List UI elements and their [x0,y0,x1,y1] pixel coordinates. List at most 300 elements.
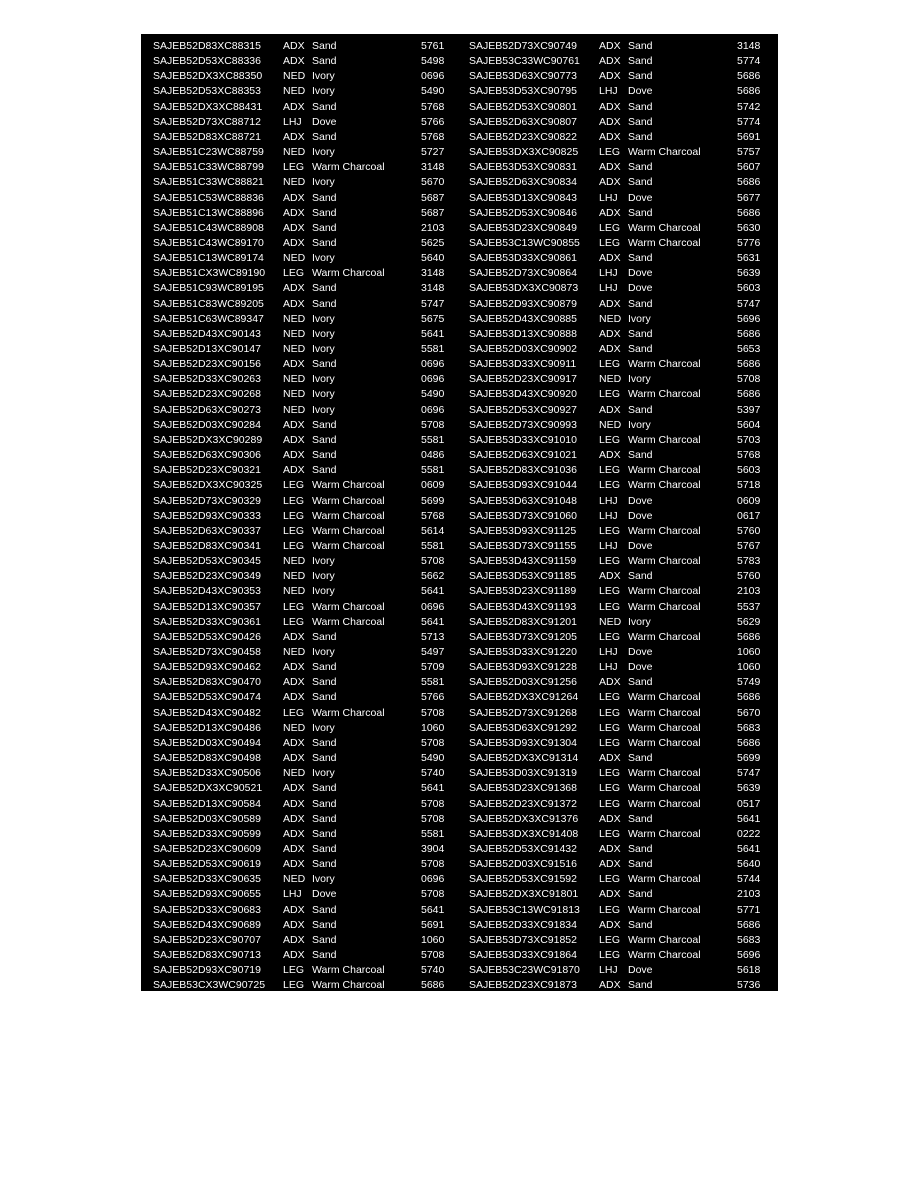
right-vin: SAJEB53D63XC90773 [469,70,577,83]
right-vin: SAJEB52D73XC90749 [469,40,577,52]
right-trim-color: Sand [628,327,653,340]
left-trim-code: NED [283,312,306,325]
left-code-number: 5625 [421,236,445,249]
right-code-number: 5537 [737,600,761,613]
left-trim-color: Ivory [312,721,335,734]
right-trim-color: Sand [628,130,653,143]
right-vin: SAJEB52D03XC91256 [469,676,577,689]
left-code-number: 5581 [421,433,445,446]
left-vin: SAJEB52D33XC90506 [153,767,261,780]
right-vin: SAJEB53D13XC90843 [469,191,577,204]
right-vin: SAJEB53D73XC91155 [469,539,577,552]
right-vin: SAJEB53D53XC91185 [469,570,577,583]
right-trim-color: Warm Charcoal [628,736,701,749]
left-trim-color: Sand [312,464,337,477]
right-trim-code: LEG [599,873,621,886]
left-vin: SAJEB52D53XC90345 [153,555,261,568]
left-code-number: 5641 [421,782,445,795]
left-trim-code: NED [283,70,306,83]
left-code-number: 3148 [421,161,445,174]
right-code-number: 5744 [737,873,761,886]
left-vin: SAJEB51C43WC89170 [153,236,264,249]
table-row [141,600,778,615]
left-trim-code: LEG [283,600,305,613]
left-trim-code: LEG [283,509,305,522]
right-trim-color: Warm Charcoal [628,827,701,840]
left-trim-color: Ivory [312,85,335,98]
left-trim-color: Sand [312,236,337,249]
right-vin: SAJEB53D63XC91292 [469,721,577,734]
right-code-number: 5641 [737,812,761,825]
left-vin: SAJEB51C13WC88896 [153,206,264,219]
left-trim-color: Ivory [312,252,335,265]
left-vin: SAJEB52D33XC90263 [153,373,261,386]
left-trim-code: ADX [283,752,305,765]
right-code-number: 5653 [737,343,761,355]
right-vin: SAJEB53C13WC91813 [469,903,580,916]
right-trim-color: Warm Charcoal [628,524,701,537]
left-trim-code: ADX [283,949,305,961]
table-row [141,206,778,221]
left-trim-color: Warm Charcoal [312,509,385,522]
table-row [141,297,778,312]
right-trim-code: LEG [599,736,621,749]
right-vin: SAJEB52D83XC91201 [469,615,577,628]
right-trim-color: Sand [628,176,653,189]
right-trim-code: NED [599,373,622,386]
left-trim-code: ADX [283,100,305,113]
right-trim-color: Sand [628,343,653,355]
left-code-number: 5581 [421,676,445,689]
right-code-number: 5686 [737,85,761,98]
right-trim-color: Warm Charcoal [628,236,701,249]
left-code-number: 5708 [421,706,445,719]
left-trim-code: ADX [283,297,305,310]
left-trim-color: Ivory [312,343,335,355]
right-vin: SAJEB52DX3XC91376 [469,812,579,825]
right-code-number: 5686 [737,327,761,340]
right-trim-code: ADX [599,70,621,83]
left-vin: SAJEB52D83XC88721 [153,130,261,143]
right-vin: SAJEB53D73XC91852 [469,933,577,946]
right-trim-color: Dove [628,85,653,98]
left-trim-code: NED [283,176,306,189]
right-code-number: 0617 [737,509,761,522]
table-row [141,494,778,509]
right-trim-code: LEG [599,797,621,810]
table-row [141,115,778,130]
right-trim-color: Warm Charcoal [628,691,701,704]
right-code-number: 5774 [737,55,761,68]
right-trim-color: Warm Charcoal [628,903,701,916]
left-trim-code: ADX [283,130,305,143]
right-vin: SAJEB53D43XC91159 [469,555,577,568]
right-vin: SAJEB52D23XC90917 [469,373,577,386]
right-vin: SAJEB52D53XC90801 [469,100,577,113]
left-code-number: 5708 [421,949,445,961]
left-code-number: 0696 [421,600,445,613]
right-trim-color: Ivory [628,312,651,325]
left-trim-color: Sand [312,191,337,204]
right-trim-color: Dove [628,282,653,295]
left-trim-color: Sand [312,130,337,143]
left-vin: SAJEB52D23XC90609 [153,842,261,855]
right-code-number: 5776 [737,236,761,249]
right-code-number: 5686 [737,691,761,704]
left-code-number: 3148 [421,267,445,280]
left-trim-code: LEG [283,161,305,174]
left-trim-code: ADX [283,282,305,295]
right-vin: SAJEB52D23XC91372 [469,797,577,810]
right-vin: SAJEB53D73XC91060 [469,509,577,522]
left-trim-color: Ivory [312,585,335,598]
left-trim-color: Warm Charcoal [312,267,385,280]
left-vin: SAJEB51C23WC88759 [153,146,264,159]
left-trim-code: ADX [283,40,305,52]
left-code-number: 5747 [421,297,445,310]
right-trim-color: Ivory [628,615,651,628]
table-row [141,766,778,781]
right-vin: SAJEB52DX3XC91264 [469,691,579,704]
table-row [141,948,778,963]
right-trim-color: Sand [628,55,653,68]
left-trim-color: Ivory [312,646,335,658]
right-trim-color: Warm Charcoal [628,873,701,886]
right-vin: SAJEB53DX3XC91408 [469,827,579,840]
right-vin: SAJEB53D33XC91864 [469,949,577,961]
table-row [141,327,778,342]
left-trim-color: Warm Charcoal [312,600,385,613]
right-trim-color: Dove [628,267,653,280]
left-trim-code: ADX [283,191,305,204]
left-trim-code: ADX [283,903,305,916]
table-row [141,39,778,54]
left-vin: SAJEB52D53XC90619 [153,858,261,871]
left-vin: SAJEB52D23XC90707 [153,933,261,946]
table-row [141,569,778,584]
table-row [141,175,778,190]
right-trim-code: LHJ [599,267,618,280]
right-trim-code: LEG [599,691,621,704]
table-row [141,463,778,478]
right-code-number: 2103 [737,585,761,598]
left-code-number: 5687 [421,191,445,204]
left-trim-color: Sand [312,782,337,795]
right-vin: SAJEB53D43XC91193 [469,600,577,613]
left-trim-color: Dove [312,115,337,128]
left-vin: SAJEB51C33WC88821 [153,176,264,189]
left-trim-code: ADX [283,918,305,931]
right-trim-code: ADX [599,979,621,992]
right-trim-color: Sand [628,752,653,765]
left-vin: SAJEB52D83XC90470 [153,676,261,689]
left-trim-code: ADX [283,433,305,446]
left-trim-code: NED [283,327,306,340]
right-vin: SAJEB53DX3XC90873 [469,282,579,295]
right-trim-color: Sand [628,676,653,689]
right-code-number: 5618 [737,964,761,977]
right-code-number: 5397 [737,403,761,416]
right-code-number: 0222 [737,827,761,840]
left-code-number: 5709 [421,661,445,674]
table-row [141,433,778,448]
right-trim-color: Dove [628,509,653,522]
left-code-number: 0696 [421,358,445,371]
right-trim-code: LHJ [599,509,618,522]
right-trim-color: Sand [628,858,653,871]
right-code-number: 5696 [737,949,761,961]
right-vin: SAJEB52D23XC90822 [469,130,577,143]
left-trim-color: Sand [312,903,337,916]
right-code-number: 5670 [737,706,761,719]
right-trim-color: Sand [628,449,653,462]
table-row [141,978,778,993]
left-code-number: 5768 [421,100,445,113]
right-code-number: 3148 [737,40,761,52]
left-code-number: 5708 [421,736,445,749]
right-code-number: 5783 [737,555,761,568]
table-row [141,251,778,266]
left-trim-code: LEG [283,539,305,552]
left-vin: SAJEB52D63XC90273 [153,403,261,416]
left-code-number: 5490 [421,388,445,401]
right-trim-color: Sand [628,100,653,113]
right-trim-code: ADX [599,752,621,765]
right-trim-color: Warm Charcoal [628,933,701,946]
left-code-number: 5490 [421,85,445,98]
table-row [141,736,778,751]
right-trim-color: Sand [628,979,653,992]
right-trim-code: ADX [599,842,621,855]
left-trim-color: Sand [312,933,337,946]
left-trim-code: ADX [283,449,305,462]
left-trim-code: NED [283,146,306,159]
right-vin: SAJEB52D63XC90834 [469,176,577,189]
right-vin: SAJEB52D03XC90902 [469,343,577,355]
right-code-number: 5771 [737,903,761,916]
left-trim-code: ADX [283,418,305,431]
right-trim-code: ADX [599,206,621,219]
left-trim-color: Sand [312,449,337,462]
left-trim-color: Sand [312,752,337,765]
right-code-number: 5703 [737,433,761,446]
right-vin: SAJEB53C23WC91870 [469,964,580,977]
right-trim-code: LEG [599,827,621,840]
right-trim-color: Sand [628,40,653,52]
table-row [141,342,778,357]
right-trim-code: LEG [599,555,621,568]
right-vin: SAJEB53D93XC91044 [469,479,577,492]
left-trim-color: Sand [312,736,337,749]
left-trim-color: Warm Charcoal [312,161,385,174]
left-vin: SAJEB52D73XC90458 [153,646,261,658]
left-code-number: 5766 [421,691,445,704]
right-code-number: 5747 [737,297,761,310]
left-vin: SAJEB52D53XC88336 [153,55,261,68]
left-code-number: 5727 [421,146,445,159]
table-row [141,751,778,766]
right-trim-code: LEG [599,236,621,249]
table-row [141,539,778,554]
left-trim-code: ADX [283,358,305,371]
right-trim-code: ADX [599,297,621,310]
left-trim-color: Ivory [312,555,335,568]
left-trim-code: ADX [283,691,305,704]
left-code-number: 5497 [421,646,445,658]
left-trim-color: Sand [312,858,337,871]
right-trim-code: LEG [599,479,621,492]
left-vin: SAJEB52DX3XC90289 [153,433,263,446]
left-trim-color: Sand [312,282,337,295]
right-trim-color: Warm Charcoal [628,433,701,446]
table-row [141,387,778,402]
right-vin: SAJEB53C13WC90855 [469,236,580,249]
table-row [141,963,778,978]
right-vin: SAJEB53D43XC90920 [469,388,577,401]
right-vin: SAJEB53D23XC90849 [469,221,577,234]
right-code-number: 5686 [737,388,761,401]
left-trim-code: NED [283,646,306,658]
left-trim-color: Ivory [312,767,335,780]
left-trim-color: Ivory [312,570,335,583]
right-trim-code: ADX [599,55,621,68]
right-trim-code: LHJ [599,282,618,295]
right-trim-code: ADX [599,676,621,689]
left-trim-color: Sand [312,797,337,810]
left-vin: SAJEB52D83XC88315 [153,40,261,52]
left-vin: SAJEB52D03XC90589 [153,812,261,825]
left-code-number: 5708 [421,812,445,825]
right-code-number: 0609 [737,494,761,507]
right-vin: SAJEB53D93XC91304 [469,736,577,749]
right-vin: SAJEB53D33XC91220 [469,646,577,658]
right-trim-color: Warm Charcoal [628,782,701,795]
right-trim-code: LEG [599,903,621,916]
right-code-number: 5747 [737,767,761,780]
left-code-number: 5766 [421,115,445,128]
left-code-number: 5641 [421,903,445,916]
table-row [141,887,778,902]
right-code-number: 5767 [737,539,761,552]
table-row [141,266,778,281]
table-row [141,478,778,493]
left-vin: SAJEB52D73XC88712 [153,115,261,128]
table-row [141,403,778,418]
right-vin: SAJEB53D93XC91228 [469,661,577,674]
right-code-number: 5683 [737,933,761,946]
right-trim-code: ADX [599,130,621,143]
left-trim-code: ADX [283,661,305,674]
left-trim-code: NED [283,343,306,355]
left-trim-color: Warm Charcoal [312,979,385,992]
right-trim-code: LHJ [599,85,618,98]
left-code-number: 5708 [421,418,445,431]
right-code-number: 5629 [737,615,761,628]
right-code-number: 2103 [737,888,761,901]
left-trim-code: ADX [283,782,305,795]
left-trim-color: Ivory [312,327,335,340]
left-trim-code: NED [283,585,306,598]
right-trim-color: Warm Charcoal [628,600,701,613]
left-trim-code: ADX [283,55,305,68]
table-row [141,781,778,796]
right-trim-code: LEG [599,221,621,234]
right-code-number: 5677 [737,191,761,204]
right-trim-color: Dove [628,964,653,977]
left-vin: SAJEB52D83XC90713 [153,949,261,961]
left-trim-color: Sand [312,827,337,840]
right-code-number: 5639 [737,782,761,795]
right-trim-code: LHJ [599,646,618,658]
left-trim-code: LHJ [283,115,302,128]
right-code-number: 5708 [737,373,761,386]
right-vin: SAJEB52D53XC90846 [469,206,577,219]
left-trim-color: Warm Charcoal [312,479,385,492]
right-code-number: 0517 [737,797,761,810]
left-trim-color: Sand [312,40,337,52]
right-trim-code: LHJ [599,539,618,552]
left-vin: SAJEB52D23XC90321 [153,464,261,477]
left-vin: SAJEB51C63WC89347 [153,312,264,325]
right-vin: SAJEB53D23XC91368 [469,782,577,795]
left-code-number: 5768 [421,130,445,143]
left-code-number: 5740 [421,964,445,977]
right-code-number: 5683 [737,721,761,734]
left-trim-code: ADX [283,630,305,643]
left-vin: SAJEB52D63XC90337 [153,524,261,537]
left-code-number: 5581 [421,539,445,552]
table-row [141,645,778,660]
right-trim-color: Warm Charcoal [628,358,701,371]
left-trim-color: Sand [312,661,337,674]
right-trim-code: NED [599,615,622,628]
left-vin: SAJEB52D33XC90635 [153,873,261,886]
left-code-number: 5581 [421,464,445,477]
right-code-number: 5686 [737,736,761,749]
left-vin: SAJEB52D03XC90494 [153,736,261,749]
left-vin: SAJEB52D23XC90349 [153,570,261,583]
right-trim-color: Warm Charcoal [628,721,701,734]
table-row [141,660,778,675]
left-vin: SAJEB52D63XC90306 [153,449,261,462]
table-row [141,584,778,599]
right-vin: SAJEB52D63XC91021 [469,449,577,462]
left-trim-code: ADX [283,676,305,689]
left-vin: SAJEB52DX3XC88350 [153,70,263,83]
right-trim-code: ADX [599,343,621,355]
right-code-number: 5736 [737,979,761,992]
right-vin: SAJEB53D23XC91189 [469,585,577,598]
left-vin: SAJEB51C43WC88908 [153,221,264,234]
right-code-number: 5641 [737,842,761,855]
left-trim-code: NED [283,555,306,568]
left-code-number: 5641 [421,585,445,598]
left-trim-color: Sand [312,918,337,931]
left-code-number: 3904 [421,842,445,855]
right-trim-code: LHJ [599,494,618,507]
left-vin: SAJEB52D23XC90268 [153,388,261,401]
right-vin: SAJEB52D23XC91873 [469,979,577,992]
left-vin: SAJEB52D33XC90361 [153,615,261,628]
right-trim-color: Dove [628,191,653,204]
left-trim-code: NED [283,767,306,780]
right-code-number: 5631 [737,252,761,265]
left-trim-color: Ivory [312,146,335,159]
left-vin: SAJEB52DX3XC88431 [153,100,263,113]
left-trim-color: Sand [312,842,337,855]
right-trim-color: Warm Charcoal [628,555,701,568]
left-vin: SAJEB51C13WC89174 [153,252,264,265]
